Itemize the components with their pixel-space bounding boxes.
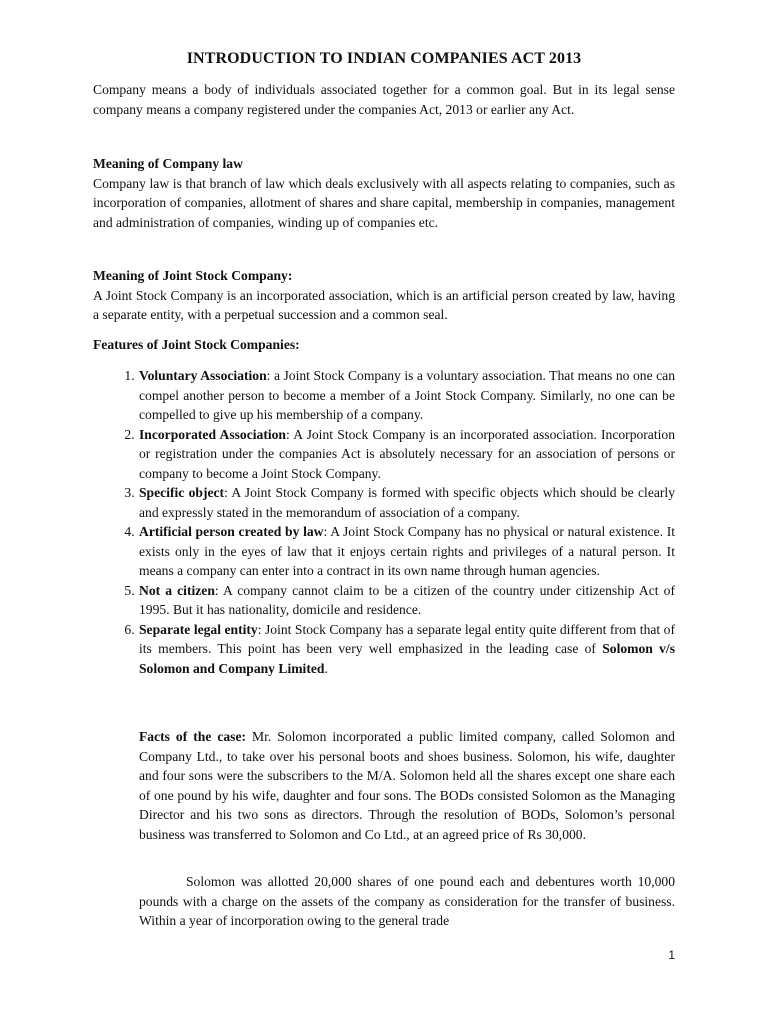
document-title: INTRODUCTION TO INDIAN COMPANIES ACT 2013 [186, 50, 582, 67]
facts-label: Facts of the case: [139, 729, 247, 744]
features-list [93, 366, 675, 678]
features-heading: Features of Joint Stock Companies: [93, 337, 300, 352]
feature-term: Not a citizen [139, 582, 215, 598]
list-item [138, 620, 675, 679]
facts-continued-paragraph: Solomon was allotted 20,000 shares of one pound each and debentures worth 10,000 pounds with a charge on the assets of the company as consideration for the transfer of business. Within a year of incorporation owing to the general trade [139, 874, 675, 928]
case-name: Solomon v/s Solomon and Company Limited [139, 641, 676, 676]
list-item [138, 366, 675, 425]
list-item [138, 522, 675, 581]
company-law-heading: Meaning of Company law [93, 156, 243, 171]
company-law-text: Company law is that branch of law which deals exclusively with all aspects relating to companies, such as incorporation of companies, allotment of shares and share capital, membership in companies, management and administration of companies, winding up of companies etc. [93, 175, 675, 230]
list-item [138, 425, 675, 484]
feature-end: . [324, 660, 328, 676]
facts-text: Mr. Solomon incorporated a public limited company, called Solomon and Company Ltd., to take over his personal boots and shoes business. Solomon, his wife, daughter and four sons were the subscribers to the M/A. Solomon held all the shares except one share each of one pound by his wife, daughter and four sons. The BODs consisted Solomon as the Managing Director and his two sons as directors. Through the resolution of BODs, Solomon’s personal business was transferred to Solomon and Co Ltd., at an agreed price of Rs 30,000. [139, 729, 675, 842]
joint-stock-text: A Joint Stock Company is an incorporated association, which is an artificial person created by law, having a separate entity, with a perpetual succession and a common seal. [93, 287, 675, 322]
feature-text: : A Joint Stock Company has no physical or natural existence. It exists only in the eyes of law that it enjoys certain rights and privileges of a natural person. It means a company can enter into a contract in its own name through human agencies. [139, 524, 676, 578]
company-law-section [93, 154, 675, 232]
intro-paragraph: Company means a body of individuals associated together for a common goal. But in its legal sense company means a company registered under the companies Act, 2013 or earlier any Act. [93, 82, 675, 117]
facts-paragraph [139, 727, 675, 844]
feature-text: : Joint Stock Company has a separate legal entity quite different from that of its members. This point has been very well emphasized in the leading case of [139, 621, 675, 656]
joint-stock-section [93, 266, 675, 325]
list-item [138, 483, 675, 522]
list-item [138, 581, 675, 620]
feature-text: : A company cannot claim to be a citizen of the country under citizenship Act of 1995. But it has nationality, domicile and residence. [139, 582, 675, 617]
joint-stock-heading: Meaning of Joint Stock Company: [93, 268, 293, 283]
feature-text: : A Joint Stock Company is formed with specific objects which should be clearly and expressly stated in the memorandum of association of a company. [139, 485, 675, 520]
feature-term: Separate legal entity [139, 621, 258, 637]
feature-text: : A Joint Stock Company is an incorporated association. Incorporation or registration under the companies Act is absolutely necessary for an association of persons or company to become a Joint Stock Company. [139, 426, 675, 481]
feature-term: Specific object [139, 485, 225, 500]
feature-term: Artificial person created by law [139, 524, 324, 539]
page-number: 1 [668, 948, 675, 962]
feature-text: : a Joint Stock Company is a voluntary association. That means no one can compel another person to become a member of a Joint Stock Company. Similarly, no one can be compelled to give up his membership of a company. [139, 368, 675, 422]
feature-term: Voluntary Association [139, 368, 267, 383]
feature-term: Incorporated Association [139, 426, 286, 442]
